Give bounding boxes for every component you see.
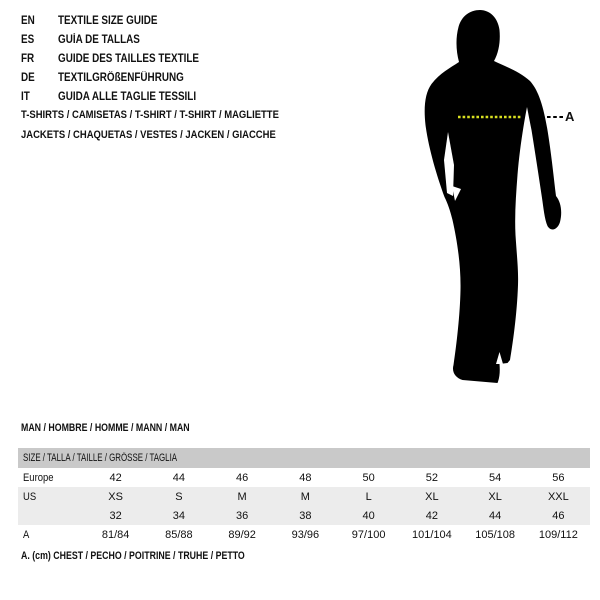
size-value: 42	[109, 471, 122, 484]
category-lines	[21, 109, 321, 148]
size-value: 101/104	[411, 528, 452, 541]
size-value: 32	[109, 509, 122, 522]
language-list	[21, 11, 222, 106]
man-silhouette	[400, 0, 570, 395]
language-label: GUIDE DES TAILLES TEXTILE	[58, 52, 200, 65]
size-table-row-europe	[18, 468, 590, 487]
size-value: M	[237, 490, 247, 503]
size-value: XS	[108, 490, 123, 503]
size-value: 48	[299, 471, 312, 484]
size-value: 44	[172, 471, 185, 484]
size-value: 56	[552, 471, 565, 484]
size-value: 109/112	[538, 528, 578, 541]
section-title-man: MAN / HOMBRE / HOMME / MANN / MAN	[21, 422, 190, 434]
size-value: 50	[362, 471, 375, 484]
size-value: 93/96	[291, 528, 320, 541]
size-value: 44	[489, 509, 502, 522]
size-value: XXL	[547, 490, 569, 503]
size-table	[18, 448, 590, 544]
size-value: M	[300, 490, 310, 503]
size-value: 34	[172, 509, 185, 522]
language-row-en	[21, 11, 222, 30]
size-value: 89/92	[228, 528, 256, 541]
language-row-it	[21, 87, 222, 106]
language-label: TEXTILGRÖßENFÜHRUNG	[58, 71, 184, 84]
size-value: 81/84	[101, 528, 130, 541]
size-value: L	[365, 490, 372, 503]
row-label	[18, 510, 84, 522]
size-value: 97/100	[351, 528, 386, 541]
language-label: GUIDA ALLE TAGLIE TESSILI	[58, 90, 197, 103]
language-code: ES	[21, 33, 35, 46]
size-value: 40	[362, 509, 375, 522]
language-code: FR	[21, 52, 35, 65]
language-label: GUÍA DE TALLAS	[58, 33, 140, 46]
row-label: US	[23, 490, 37, 503]
language-label: TEXTILE SIZE GUIDE	[58, 14, 158, 27]
size-value: XL	[488, 490, 502, 503]
size-value: 42	[425, 509, 438, 522]
row-label: A	[23, 528, 30, 541]
size-value: 46	[552, 509, 565, 522]
size-table-row-us-numeric	[18, 506, 590, 525]
size-value: XL	[425, 490, 439, 503]
man-body-shape	[425, 10, 562, 383]
size-value: 105/108	[475, 528, 515, 541]
size-value: 46	[236, 471, 249, 484]
language-code: EN	[21, 14, 35, 27]
measure-label-a: A	[565, 109, 575, 124]
language-row-de	[21, 68, 222, 87]
language-row-es	[21, 30, 222, 49]
language-row-fr	[21, 49, 222, 68]
language-code: IT	[21, 90, 30, 103]
size-value: S	[175, 490, 183, 503]
size-value: 52	[425, 471, 438, 484]
category-line-tshirts: T-SHIRTS / CAMISETAS / T-SHIRT / T-SHIRT / MAGLIETTE	[21, 109, 279, 121]
language-code: DE	[21, 71, 35, 84]
size-table-header: SIZE / TALLA / TAILLE / GRÖSSE / TAGLIA	[18, 448, 590, 468]
size-table-row-us	[18, 487, 590, 506]
category-line-jackets: JACKETS / CHAQUETAS / VESTES / JACKEN / GIACCHE	[21, 128, 276, 141]
measurement-footnote: A. (cm) CHEST / PECHO / POITRINE / TRUHE / PETTO	[21, 550, 245, 562]
size-value: 38	[299, 509, 312, 522]
size-value: 54	[489, 471, 502, 484]
size-value: 36	[236, 509, 249, 522]
row-label: Europe	[23, 471, 54, 484]
size-table-row-chest-a	[18, 525, 590, 544]
size-value: 85/88	[165, 528, 193, 541]
